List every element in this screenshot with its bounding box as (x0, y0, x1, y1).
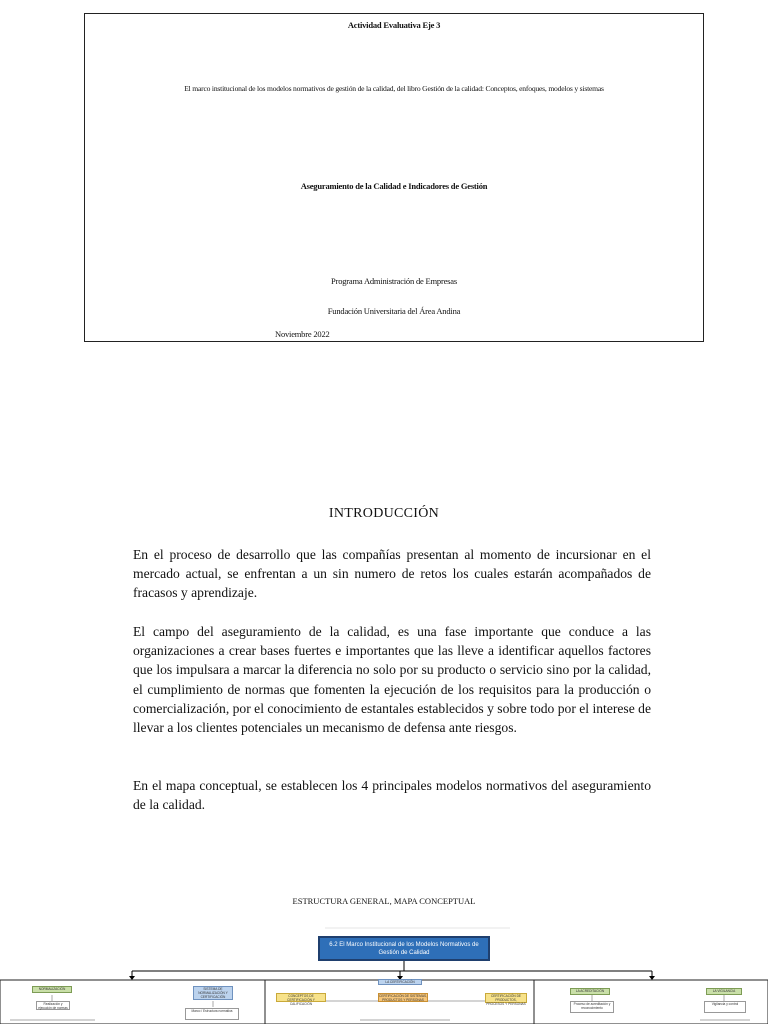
topic-title: Aseguramiento de la Calidad e Indicadores de Gestión (300, 181, 488, 191)
intro-paragraph-2: El campo del aseguramiento de la calidad, es una fase importante que conduce a las organizaciones a crear bases fuertes e importantes que las lleve a identificar aquellos factores que los impulsara a marcar la diferencia no solo por su producto o servicio sino por la calidad, el cumplimiento de normas que fomenten la ejecución de los requisitos para la producción o comercialización, por el conocimiento de estantales establecidos y sobre todo por el interese de llevar a los clientes potenciales un mecanismo de defensa ante riesgos. (133, 624, 651, 736)
intro-paragraph-3: En el mapa conceptual, se establecen los 4 principales modelos normativos del aseguramiento de la calidad. (133, 778, 651, 813)
branch-sistema-normalizacion: SISTEMA DE NORMALIZACIÓN Y CERTIFICACIÓN (193, 986, 233, 1000)
node-proceso-acreditacion: Proceso de acreditación y reconocimiento (570, 1001, 614, 1013)
cover-date: Noviembre 2022 (275, 329, 330, 339)
concept-map-title: ESTRUCTURA GENERAL, MAPA CONCEPTUAL (292, 896, 476, 906)
branch-vigilancia: LA VIGILANCIA (706, 988, 742, 995)
node-ejecucion-normas: Realización y ejecución de normas (36, 1001, 70, 1010)
institution-name: Fundación Universitaria del Área Andina (327, 306, 461, 316)
node-vigilancia-control: Vigilancia y control (704, 1001, 746, 1013)
node-marco-normativo: Marco / Estructura normativa (185, 1008, 239, 1020)
node-certificacion-sistemas: CERTIFICACIÓN DE SISTEMAS, PRODUCTOS Y PERSONAS (379, 994, 427, 1002)
node-certificacion-productos: CERTIFICACIÓN DE PRODUCTOS, PROCESOS Y PERSONAS (486, 994, 526, 1006)
cover-page-box (84, 13, 704, 342)
document-subtitle: El marco institucional de los modelos normativos de gestión de la calidad, del libro Gestión de la calidad: Conceptos, enfoques, modelos y sistemas (184, 84, 604, 93)
intro-heading: INTRODUCCIÓN (328, 506, 440, 521)
program-name: Programa Administración de Empresas (331, 276, 457, 286)
concept-map-root-node: 6.2 El Marco Institucional de los Modelos Normativos de Gestión de Calidad (318, 936, 490, 961)
branch-certificacion: LA CERTIFICACIÓN (378, 979, 422, 985)
node-conceptos-certificacion: CONCEPTOS DE CERTIFICACIÓN Y CALIFICACIÓN (276, 993, 326, 1002)
intro-paragraph-1: En el proceso de desarrollo que las compañías presentan al momento de incursionar en el mercado actual, se enfrentan a un sin numero de retos los cuales estarán acompañados de fracasos y aprendizaje. (133, 547, 651, 601)
branch-acreditacion: LA ACREDITACIÓN (570, 988, 610, 995)
activity-title: Actividad Evaluativa Eje 3 (347, 20, 441, 30)
branch-normalizacion: NORMALIZACIÓN (32, 986, 72, 993)
